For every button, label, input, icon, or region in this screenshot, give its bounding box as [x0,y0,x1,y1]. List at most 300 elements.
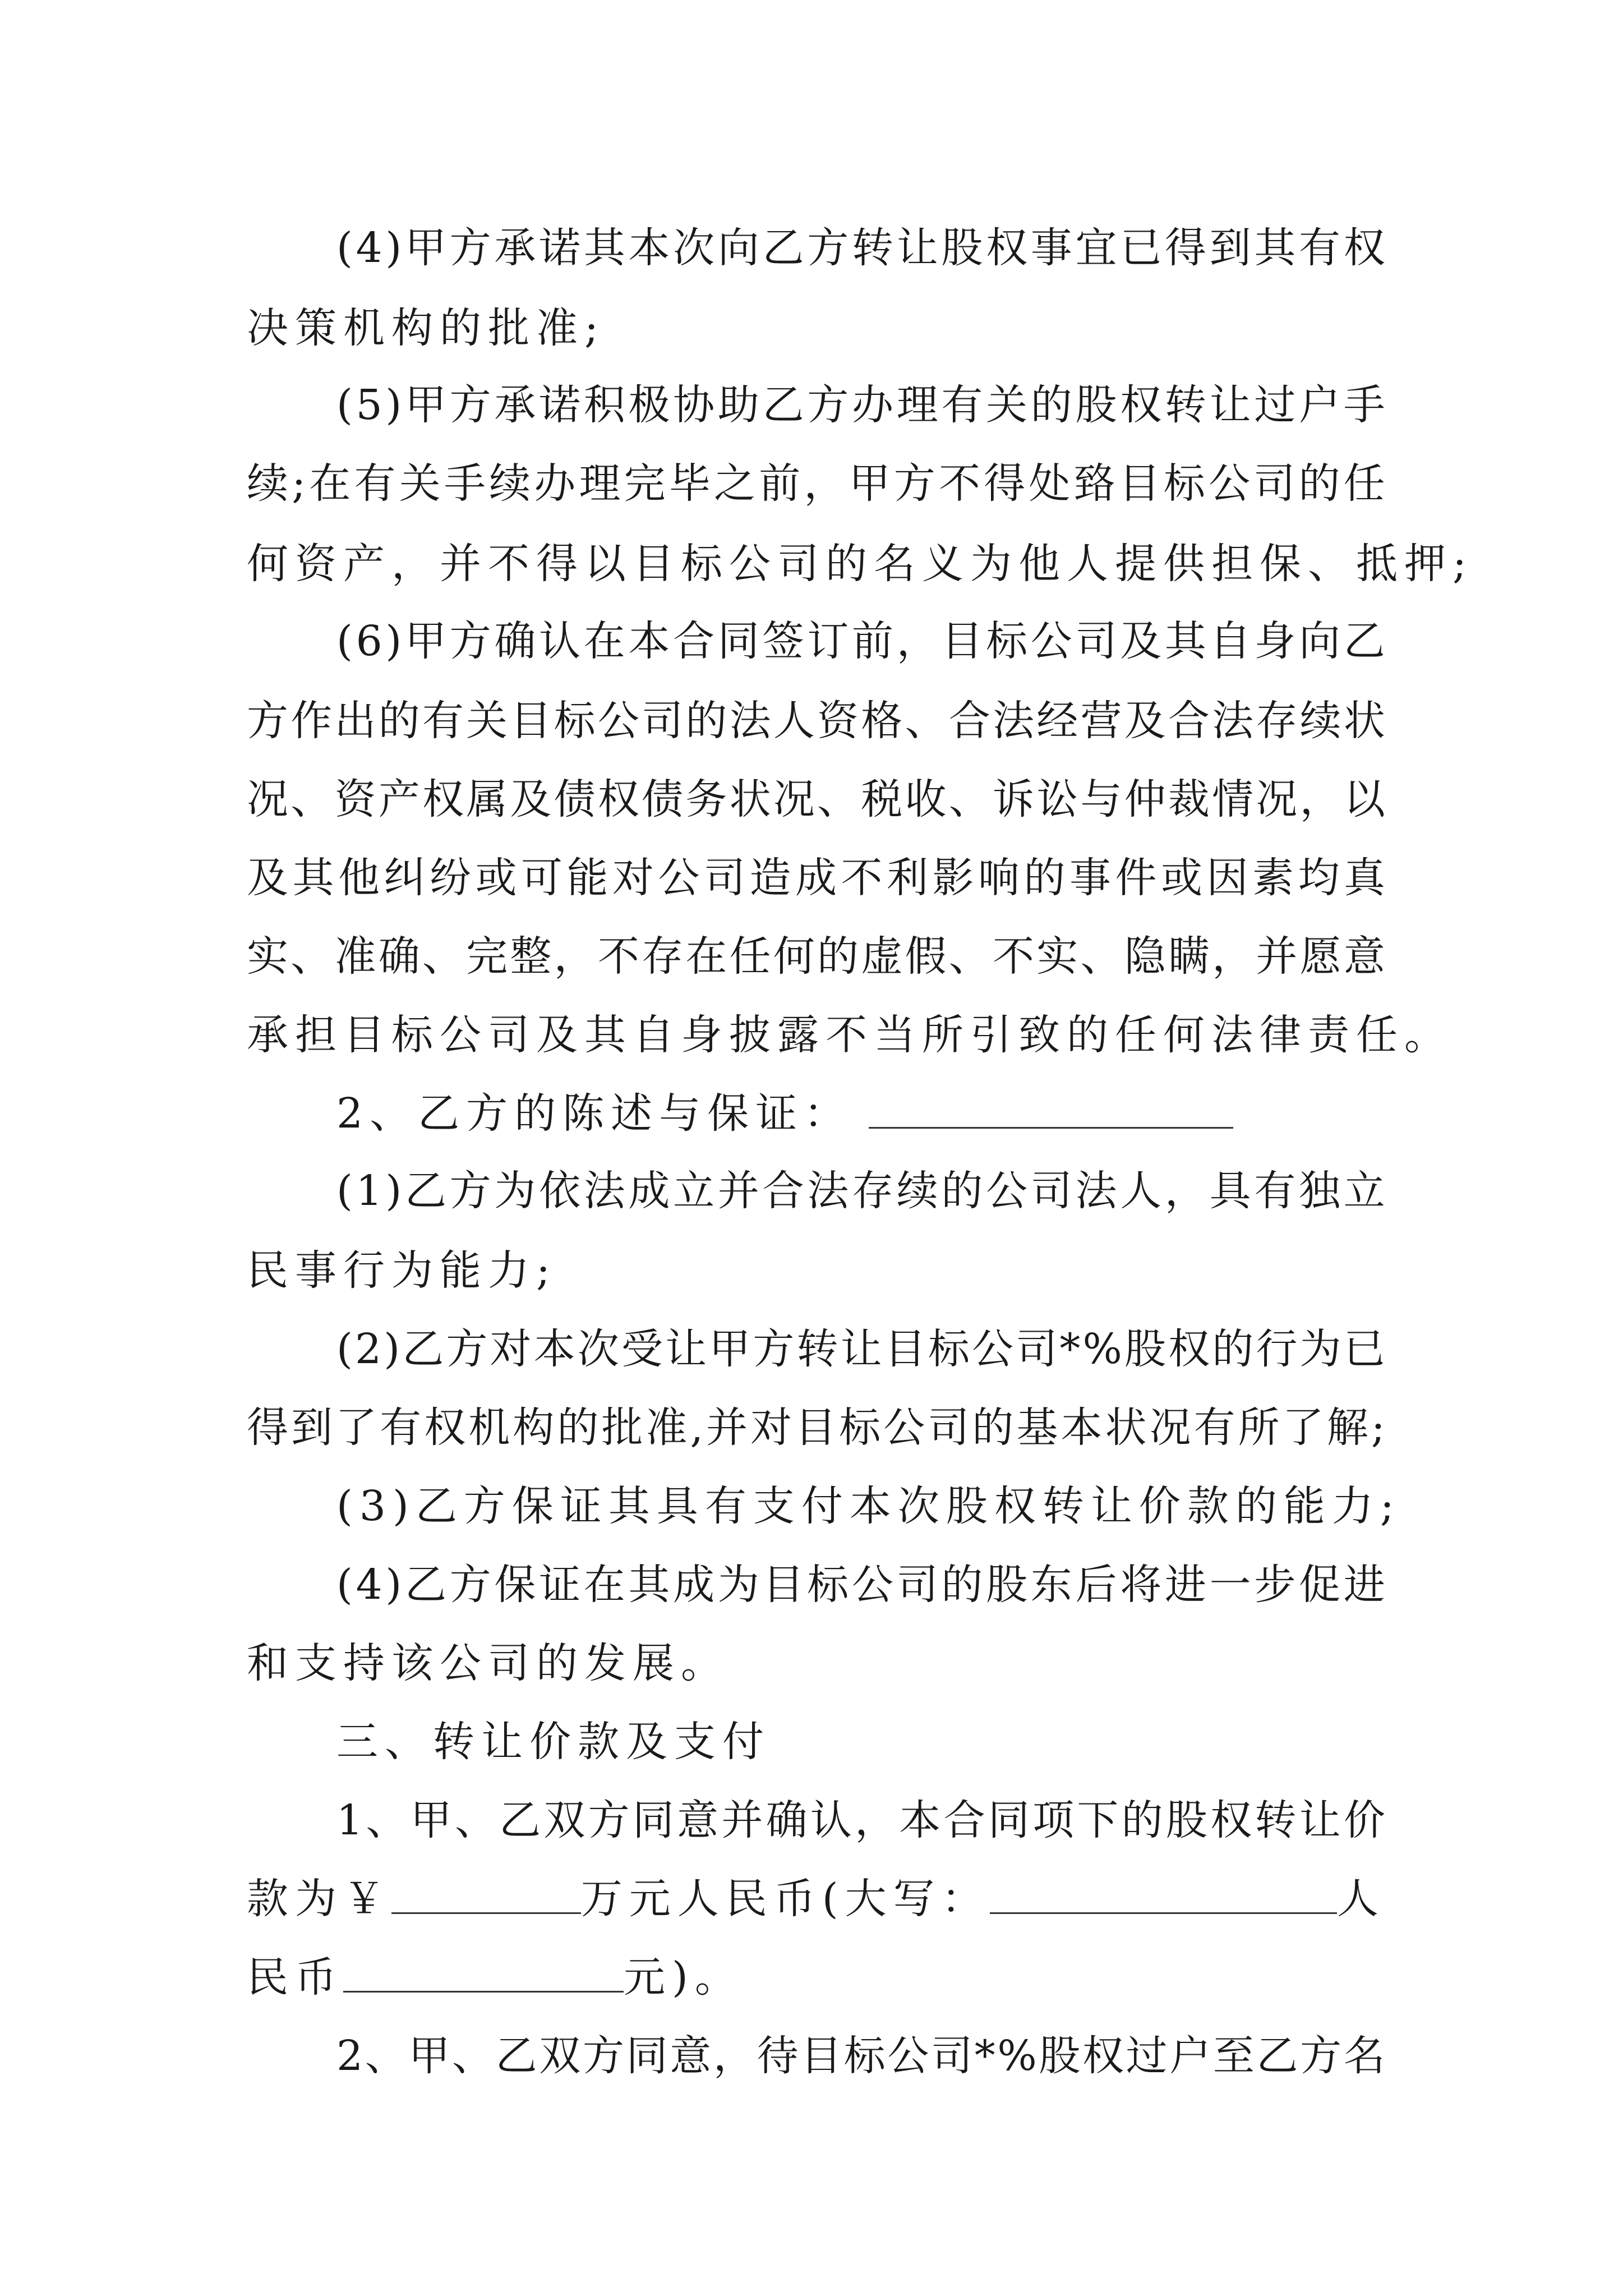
glyph: 有 [422,697,464,745]
glyph: 助 [717,381,759,429]
glyph: 在 [583,617,625,665]
glyph: 理 [896,381,938,429]
glyph: 理 [579,459,621,508]
glyph: 假 [905,932,947,981]
glyph: 标 [1163,459,1205,508]
glyph: 手 [1343,381,1385,429]
glyph: 项 [1032,1796,1075,1844]
glyph: 甲 [404,224,446,272]
glyph: 方 [449,1561,491,1609]
glyph: 对 [490,1325,532,1373]
glyph: 的 [1023,854,1066,902]
glyph: 作 [291,697,333,745]
glyph: 合 [1168,697,1210,745]
text-run: 民币 [247,1953,343,2001]
glyph: ， [896,617,938,665]
text-run: 承担目标公司及其自身披露不当所引致的任何法律责任。 [247,1011,1453,1059]
glyph: % [1082,1325,1122,1373]
glyph: 其 [292,854,334,902]
glyph: 目 [941,617,983,665]
glyph: 真 [1344,854,1385,902]
glyph: 乙 [495,2032,537,2080]
glyph: 公 [883,1404,925,1452]
glyph: 况 [773,775,815,823]
glyph: 造 [749,854,791,902]
glyph: 在 [685,932,727,981]
glyph: 司 [1030,1167,1072,1215]
glyph: 法 [992,697,1034,745]
glyph: 所 [1238,1404,1280,1452]
glyph: 响 [978,854,1020,902]
glyph: 标 [839,1404,881,1452]
glyph: 其 [628,1561,670,1609]
glyph: ， [1164,1167,1206,1215]
glyph: ( [336,617,353,665]
glyph: 的 [557,1404,599,1452]
glyph: 5 [356,381,382,429]
glyph: 成 [673,1561,715,1609]
blank-underline [343,1949,624,1993]
glyph: 事 [1069,854,1111,902]
glyph: 权 [1168,1325,1210,1373]
glyph: 公 [1030,617,1072,665]
text-run: 2、乙方的陈述与保证： [336,1089,852,1138]
glyph: 将 [1120,1561,1162,1609]
glyph: 纷 [430,854,471,902]
glyph: 以 [1343,775,1385,823]
glyph: 名 [1343,2032,1385,2080]
glyph: 标 [843,2032,886,2080]
glyph: ， [554,932,596,981]
glyph: 认 [539,617,581,665]
glyph: 股 [1039,2032,1081,2080]
glyph: 目 [884,1325,926,1373]
glyph: 对 [612,854,654,902]
glyph: 合 [948,697,990,745]
glyph: 公 [851,1561,893,1609]
glyph: 格 [861,697,903,745]
glyph: 收 [905,775,947,823]
text-run: 民事行为能力; [247,1246,557,1295]
glyph: 双 [539,2032,581,2080]
glyph: 的 [685,697,727,745]
glyph: 事 [1030,224,1072,272]
glyph: 乙 [402,1325,444,1373]
glyph: 、 [948,775,990,823]
glyph: ， [713,2032,755,2080]
glyph: 价 [1343,1796,1385,1844]
glyph: 的 [378,697,420,745]
glyph: ) [385,1167,402,1215]
glyph: 臵 [1073,459,1115,508]
glyph: 有 [380,1404,422,1452]
glyph: 况 [247,775,288,823]
text-run: (3)乙方保证其具有支付本次股权转让价款的能力; [336,1482,1401,1530]
glyph: 公 [887,2032,929,2080]
glyph: 债 [554,775,596,823]
glyph: 司 [896,1561,938,1609]
glyph: 构 [513,1404,555,1452]
glyph: 公 [597,697,639,745]
glyph: * [1059,1325,1081,1373]
glyph: 乙 [762,381,804,429]
glyph: 甲 [709,1325,751,1373]
glyph: 司 [1253,459,1295,508]
glyph: 的 [941,1561,983,1609]
glyph: 司 [931,2032,973,2080]
glyph: 得 [247,1404,288,1452]
paragraph-line [336,377,1385,433]
glyph: 及 [1124,697,1166,745]
glyph: 、 [452,2032,494,2080]
glyph: 乙 [1256,2032,1298,2080]
glyph: 户 [1169,2032,1211,2080]
glyph: 虚 [861,932,903,981]
glyph: 或 [475,854,517,902]
glyph: 本 [533,1325,575,1373]
paragraph-line [247,1400,1385,1456]
glyph: 立 [1343,1167,1385,1215]
glyph: 法 [1212,697,1254,745]
glyph: 司 [1016,1325,1058,1373]
glyph: 次 [577,1325,619,1373]
glyph: 公 [658,854,700,902]
glyph: 甲 [849,459,891,508]
glyph: 解 [1326,1404,1368,1452]
glyph: 方 [449,617,491,665]
paragraph-line [247,693,1385,749]
glyph: 状 [729,775,771,823]
glyph: 实 [247,932,288,981]
glyph: 了 [1282,1404,1324,1452]
glyph: 并 [1256,932,1298,981]
glyph: 目 [1118,459,1160,508]
glyph: 向 [1299,617,1341,665]
glyph: 目 [795,1404,837,1452]
glyph: 甲 [404,381,446,429]
glyph: ( [336,1167,353,1215]
glyph: 诺 [539,224,581,272]
text-run: 万元人民币(大写： [580,1875,990,1923]
glyph: 裁 [1168,775,1210,823]
glyph: 甲 [404,617,446,665]
glyph: 转 [1255,1796,1297,1844]
glyph: 次 [673,224,715,272]
glyph: 户 [1299,381,1341,429]
glyph: 之 [714,459,755,508]
glyph: 纠 [384,854,426,902]
text-run: 三、转让价款及支付 [336,1718,771,1766]
glyph: 让 [1209,381,1251,429]
glyph: 2 [336,2032,363,2080]
glyph: 目 [762,1561,804,1609]
glyph: 确 [378,932,420,981]
glyph: 权 [424,1404,466,1452]
glyph: 宜 [1075,224,1117,272]
glyph: 承 [494,224,536,272]
glyph: 目 [510,697,552,745]
glyph: 立 [673,1167,715,1215]
paragraph-line [336,1321,1385,1377]
glyph: 4 [356,224,382,272]
glyph: 意 [1343,932,1385,981]
glyph: 权 [1120,381,1162,429]
glyph: 在 [583,1561,625,1609]
glyph: 不 [938,459,980,508]
glyph: 他 [338,854,380,902]
text-run: 人 [1337,1875,1385,1923]
glyph: 自 [1209,617,1251,665]
glyph: 确 [494,617,536,665]
glyph: 方 [449,224,491,272]
glyph: * [974,2032,995,2080]
paragraph-line [247,771,1385,827]
glyph: 的 [817,932,859,981]
glyph: 前 [851,617,893,665]
glyph: ， [1299,775,1341,823]
glyph: 司 [704,854,745,902]
paragraph-line [247,1007,1453,1063]
glyph: 方 [753,1325,795,1373]
glyph: 能 [566,854,608,902]
glyph: 甲 [408,2032,450,2080]
glyph: 实 [1036,932,1078,981]
glyph: 为 [717,1561,759,1609]
glyph: 况 [1256,775,1298,823]
glyph: ， [1212,932,1254,981]
glyph: 毕 [668,459,711,508]
glyph: 极 [628,381,670,429]
glyph: ; [1371,1404,1385,1452]
glyph: 权 [1082,2032,1124,2080]
glyph: ( [336,1561,353,1609]
glyph: 续 [1299,697,1341,745]
blank-underline [869,1085,1233,1129]
glyph: 一 [1209,1561,1251,1609]
glyph: 方 [449,381,491,429]
glyph: 况 [1149,1404,1191,1452]
glyph: 的 [1030,381,1072,429]
glyph: 保 [494,1561,536,1609]
glyph: 存 [642,932,684,981]
glyph: ， [855,1796,897,1844]
glyph: 公 [1209,459,1251,508]
blank-underline [391,1871,581,1914]
glyph: 2 [355,1325,382,1373]
glyph: 关 [466,697,508,745]
glyph: 方 [247,697,288,745]
glyph: 进 [1343,1561,1385,1609]
glyph: 权 [1343,224,1385,272]
glyph: 本 [1061,1404,1103,1452]
glyph: 前 [759,459,801,508]
glyph: 不 [597,932,639,981]
glyph: 标 [554,697,596,745]
paragraph-line [336,1792,1385,1848]
glyph: 手 [444,459,486,508]
glyph: 基 [1016,1404,1058,1452]
glyph: 准 [645,1404,688,1452]
glyph: 标 [807,1561,849,1609]
paragraph-line [336,1163,1385,1219]
glyph: 情 [1212,775,1254,823]
glyph: 成 [628,1167,670,1215]
blank-underline [990,1871,1337,1914]
glyph: 资 [334,775,376,823]
paragraph-line [336,2028,1385,2084]
glyph: 状 [1343,697,1385,745]
glyph: 合 [762,1167,804,1215]
glyph: 成 [795,854,837,902]
paragraph-line [336,1478,1401,1534]
glyph: 权 [597,775,639,823]
glyph: 承 [494,381,536,429]
glyph: 确 [766,1796,808,1844]
glyph: ; [292,459,306,508]
glyph: 有 [354,459,396,508]
glyph: 、 [905,697,947,745]
glyph: 不 [841,854,883,902]
glyph: 资 [817,697,859,745]
glyph: 已 [1343,1325,1385,1373]
glyph: 为 [1299,1325,1341,1373]
glyph: 乙 [762,224,804,272]
glyph: 为 [494,1167,536,1215]
glyph: ) [384,1325,400,1373]
glyph: 签 [762,617,804,665]
glyph: 法 [807,1167,849,1215]
glyph: 积 [583,381,625,429]
glyph: 公 [972,1325,1014,1373]
glyph: 、 [948,932,990,981]
glyph: 法 [583,1167,625,1215]
glyph: 身 [1254,617,1296,665]
glyph: 关 [986,381,1028,429]
glyph: 、 [1080,932,1122,981]
glyph: 均 [1298,854,1340,902]
glyph: 标 [928,1325,970,1373]
glyph: 何 [773,932,815,981]
glyph: 方 [582,2032,624,2080]
glyph: 司 [1075,617,1117,665]
glyph: 出 [334,697,376,745]
text-run: 款为￥ [247,1875,391,1923]
glyph: 同 [632,1796,674,1844]
glyph: 因 [1206,854,1248,902]
glyph: 与 [1080,775,1122,823]
glyph: 利 [887,854,928,902]
glyph: 、 [454,1796,496,1844]
glyph: 认 [810,1796,852,1844]
glyph: 方 [1300,2032,1342,2080]
glyph: 、 [291,932,333,981]
glyph: 让 [896,224,938,272]
glyph: 及 [510,775,552,823]
text-run: 决策机构的批准; [247,304,605,352]
glyph: 、 [366,1796,408,1844]
glyph: 并 [706,1404,748,1452]
glyph: 续 [247,459,288,508]
glyph: 、 [422,932,464,981]
glyph: 不 [992,932,1034,981]
paragraph-line [247,1871,1385,1927]
glyph: 意 [670,2032,712,2080]
glyph: 1 [336,1796,363,1844]
glyph: 同 [717,617,759,665]
glyph: 乙 [1343,617,1385,665]
glyph: 股 [1165,1796,1207,1844]
glyph: 对 [750,1404,792,1452]
glyph: 乙 [499,1796,541,1844]
glyph: 状 [1105,1404,1147,1452]
glyph: 有 [941,381,983,429]
glyph: 素 [1252,854,1294,902]
glyph: 过 [1126,2032,1168,2080]
glyph: 司 [928,1404,970,1452]
glyph: 有 [1193,1404,1235,1452]
glyph: 向 [717,224,759,272]
glyph: 务 [685,775,727,823]
glyph: 在 [309,459,351,508]
glyph: ， [804,459,846,508]
glyph: 方 [449,1167,491,1215]
paragraph-line [247,455,1385,512]
glyph: 证 [539,1561,581,1609]
glyph: 办 [851,381,893,429]
glyph: 存 [1256,697,1298,745]
paragraph-line [336,613,1385,669]
glyph: 转 [796,1325,838,1373]
glyph: 准 [334,932,376,981]
section-heading [336,1714,1385,1770]
glyph: 得 [984,459,1026,508]
paragraph-line [336,1557,1385,1613]
glyph: 批 [601,1404,643,1452]
glyph: 行 [1256,1325,1298,1373]
glyph: 及 [1120,617,1162,665]
glyph: 并 [721,1796,763,1844]
glyph: 仲 [1124,775,1166,823]
glyph: 后 [1075,1561,1117,1609]
glyph: 营 [1080,697,1122,745]
text-run: 元)。 [624,1953,743,2001]
glyph: 整 [510,932,552,981]
paragraph-line [247,1949,1385,2005]
glyph: 、 [365,2032,407,2080]
glyph: 影 [932,854,974,902]
glyph: 方 [588,1796,630,1844]
glyph: 人 [1120,1167,1162,1215]
glyph: 办 [534,459,576,508]
glyph: 其 [1164,617,1206,665]
glyph: 到 [291,1404,333,1452]
glyph: 、 [817,775,859,823]
glyph: 合 [943,1796,985,1844]
glyph: 、 [291,775,333,823]
glyph: 受 [621,1325,663,1373]
glyph: 乙 [404,1561,446,1609]
glyph: 属 [466,775,508,823]
glyph: 诉 [992,775,1034,823]
glyph: 股 [986,1561,1028,1609]
glyph: 独 [1299,1167,1341,1215]
glyph: ( [336,224,353,272]
glyph: 的 [1121,1796,1163,1844]
glyph: 让 [665,1325,707,1373]
glyph: 过 [1254,381,1296,429]
glyph: 让 [840,1325,882,1373]
glyph: 的 [941,1167,983,1215]
